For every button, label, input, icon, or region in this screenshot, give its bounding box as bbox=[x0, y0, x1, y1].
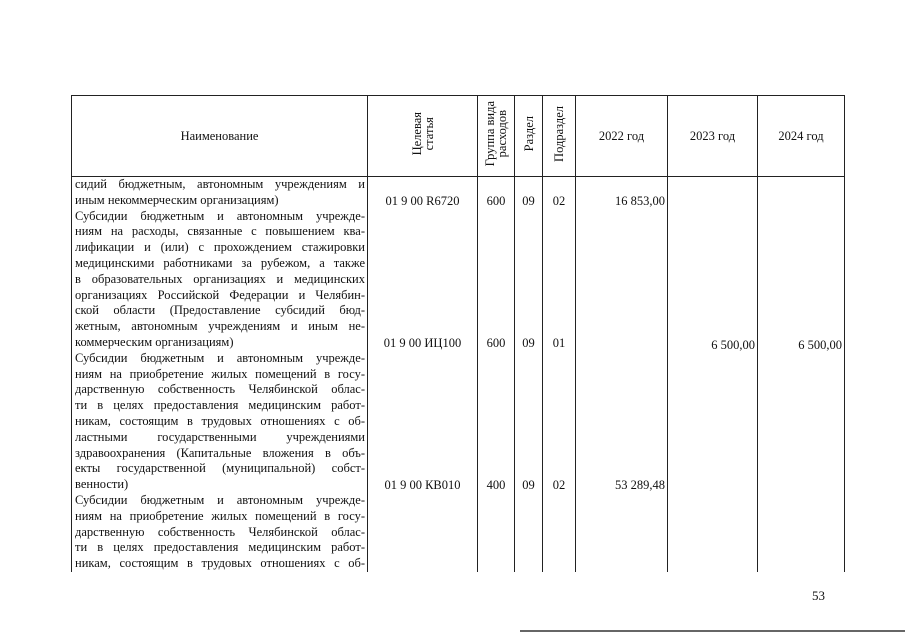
budget-table bbox=[71, 95, 845, 572]
group-value: 600 bbox=[486, 194, 506, 208]
subsection-column bbox=[543, 177, 576, 572]
name-line: здравоохранения (Капитальные вложения в объ- bbox=[75, 445, 365, 460]
name-line: медицинскими работниками за рубежом, а также bbox=[75, 255, 365, 270]
name-line: ти в целях предоставления медицинским работ- bbox=[75, 540, 365, 555]
year-2022-column bbox=[576, 177, 668, 572]
name-line: ниям на расходы, связанные с повышением ква- bbox=[75, 224, 365, 239]
page-number: 53 bbox=[812, 588, 825, 603]
name-line: коммерческим организациям) bbox=[75, 334, 234, 349]
name-line: иным некоммерческим организациям) bbox=[75, 192, 279, 207]
subsection-value: 02 bbox=[552, 194, 566, 208]
name-line: ской области (Предоставление субсидий бюд- bbox=[75, 303, 365, 318]
group-column bbox=[478, 177, 515, 572]
table-row bbox=[72, 177, 845, 572]
group-value: 600 bbox=[486, 336, 506, 350]
name-line: сидий бюджетным, автономным учреждениям и bbox=[75, 177, 365, 191]
target-value: 01 9 00 R6720 bbox=[385, 194, 460, 208]
subsection-value: 02 bbox=[552, 478, 566, 492]
name-line: ти в целях предоставления медицинским работ- bbox=[75, 398, 365, 413]
name-line: никам, состоящим в трудовых отношениях с об- bbox=[75, 413, 365, 428]
group-value: 400 bbox=[486, 478, 506, 492]
section-value: 09 bbox=[522, 194, 535, 208]
table-header-row bbox=[72, 96, 845, 177]
target-value: 01 9 00 ИЦ100 bbox=[383, 336, 462, 350]
subsection-value: 01 bbox=[552, 336, 566, 350]
bottom-rule bbox=[520, 630, 905, 632]
header-name: Наименование bbox=[72, 96, 368, 177]
year-2023-column bbox=[668, 177, 758, 572]
header-year-2024: 2024 год bbox=[758, 96, 845, 177]
year-2022-value: 53 289,48 bbox=[615, 478, 665, 492]
name-line: Субсидии бюджетным и автономным учрежде- bbox=[75, 208, 365, 223]
header-subsection: Подраздел bbox=[543, 96, 576, 177]
section-value: 09 bbox=[522, 336, 535, 350]
name-line: ниям на приобретение жилых помещений в госу- bbox=[75, 366, 365, 381]
year-2024-column bbox=[758, 177, 845, 572]
name-line: Субсидии бюджетным и автономным учрежде- bbox=[75, 492, 365, 507]
name-line: лификации и (или) с прохождением стажировки bbox=[75, 240, 365, 255]
name-line: венности) bbox=[75, 477, 129, 492]
name-line: ластными государственными учреждениями bbox=[75, 429, 365, 444]
year-2023-value: 6 500,00 bbox=[711, 338, 755, 352]
section-column bbox=[515, 177, 543, 572]
header-target: Целевая статья bbox=[368, 96, 478, 177]
name-line: ниям на приобретение жилых помещений в госу- bbox=[75, 508, 365, 523]
name-line: дарственную собственность Челябинской облас- bbox=[75, 524, 365, 539]
name-line: екты государственной (муниципальной) собст- bbox=[75, 461, 365, 476]
header-year-2022: 2022 год bbox=[576, 96, 668, 177]
name-line: Субсидии бюджетным и автономным учрежде- bbox=[75, 350, 365, 365]
header-section: Раздел bbox=[515, 96, 543, 177]
name-line: никам, состоящим в трудовых отношениях с об- bbox=[75, 556, 365, 571]
header-year-2023: 2023 год bbox=[668, 96, 758, 177]
year-2024-value: 6 500,00 bbox=[798, 338, 842, 352]
header-group: Группа вида расходов bbox=[478, 96, 515, 177]
name-line: в образовательных организациях и медицинских bbox=[75, 271, 365, 286]
name-line: организациях Российской Федерации и Челябин- bbox=[75, 287, 365, 302]
name-line: дарственную собственность Челябинской облас- bbox=[75, 382, 365, 397]
section-value: 09 bbox=[522, 478, 535, 492]
target-value: 01 9 00 КВ010 bbox=[384, 478, 461, 492]
name-column-text bbox=[72, 177, 368, 572]
year-2022-value: 16 853,00 bbox=[615, 194, 665, 208]
target-column bbox=[368, 177, 478, 572]
name-line: жетным, автономным учреждениям и иным не- bbox=[75, 319, 365, 334]
